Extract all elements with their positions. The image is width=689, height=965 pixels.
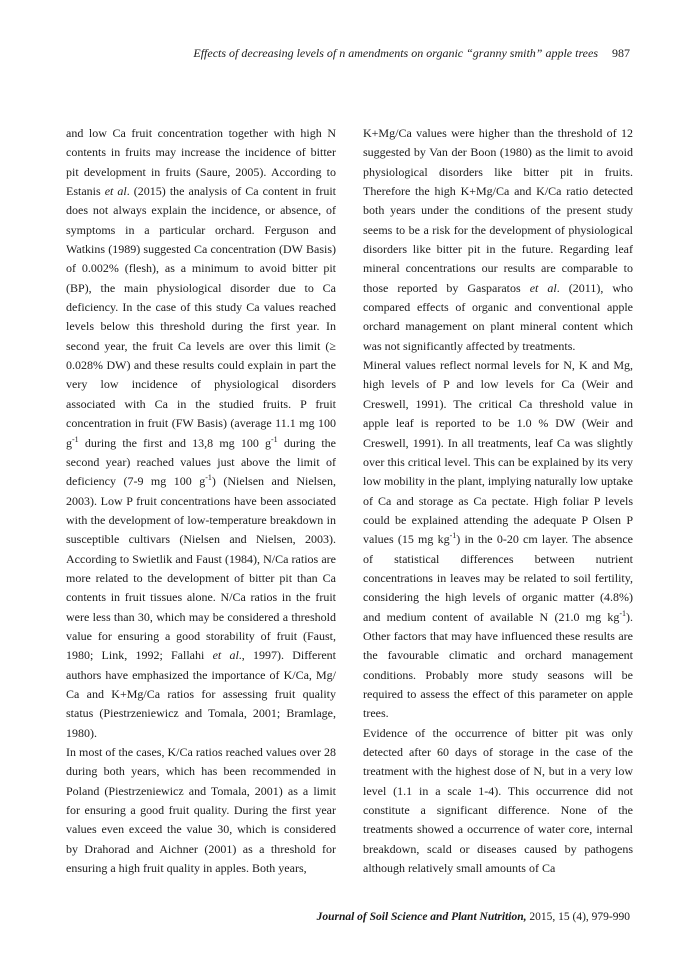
running-footer xyxy=(60,911,630,923)
citation: 2015, 15 (4), 979-990 xyxy=(526,911,630,923)
left-column xyxy=(66,124,336,878)
left-paragraph-2: In most of the cases, K/Ca ratios reached values over 28 during both years, which has been recommended in Poland (Piestrzeniewicz and Tomala, 2001) as a limit for ensuring a good fruit quality. During the first year values even exceed the value 30, which is considered by Drahorad and Aichner (2001) as a threshold for ensuring a high fruit quality in apples. Both years, xyxy=(66,745,336,876)
running-header xyxy=(60,46,630,66)
right-paragraph-3: Evidence of the occurrence of bitter pit was only detected after 60 days of storage in the case of the treatment with the highest dose of N, but in a very low level (1.1 in a scale 1-4). This occurrence did not constitute a significant difference. None of the treatments showed a occurrence of water core, internal breakdown, scald or diseases caused by pathogens although relatively small amounts of Ca xyxy=(363,725,633,876)
right-paragraph-2: Mineral values reflect normal levels for N, K and Mg, high levels of P and low levels for Ca (Weir and Creswell, 1991). The critical Ca threshold value in apple leaf is reported to be 1.0 % DW (Weir and Creswell, 1991). In all treatments, leaf Ca was slightly over this critical level. This can be explained by its very low mobility in the plant, implying naturally low uptake of Ca and storage as Ca pectate. High foliar P levels could be explained attending the adequate P Olsen P values (15 mg $kg^{-1}$) in the 0-20 cm layer. The absence of statistical differences between nutrient concentrations in leaves may be related to soil fertility, considering the high levels of organic matter (4.8%) and medium content of available N (21.0 mg $kg^{-1}$). Other factors that may have influenced these results are the favourable climatic and orchard management conditions. Probably more study seasons will be required to assess the effect of this parameter on apple trees. xyxy=(363,358,633,721)
left-paragraph-1: and low Ca fruit concentration together with high N contents in fruits may increase the incidence of bitter pit development in fruits (Saure, 2005). According to Estanis et al. (2015) the analysis of Ca content in fruit does not always explain the incidence, or absence, of symptoms in a particular orchard. Ferguson and Watkins (1989) suggested Ca concentration (DW Basis) of 0.002% (flesh), as a minimum to avoid bitter pit (BP), the main physiological disorder due to Ca deficiency. In the case of this study Ca values reached levels below this threshold during the first year. In second year, the fruit Ca levels are over this limit (≥ 0.028% DW) and these results could explain in part the very low incidence of physiological disorders associated with Ca in the studied fruits. P fruit concentration in fruit (FW Basis) (average 11.1 mg 100 $g^{-1}$ during the first and 13,8 mg 100 $g^{-1}$ during the second year) reached values just above the limit of deficiency (7-9 mg 100 $g^{-1}$) (Nielsen and Nielsen, 2003). Low P fruit concentrations have been associated with the development of low-temperature breakdown in susceptible cultivars (Nielsen and Nielsen, 2003). According to Swietlik and Faust (1984), N/Ca ratios are more related to the development of bitter pit than Ca contents in fruit tissues alone. N/Ca ratios in the fruit were less than 30, which may be considered a threshold value for ensuring a good storability of fruit (Faust, 1980; Link, 1992; Fallahi et al., 1997). Different authors have emphasized the importance of K/Ca, Mg/ Ca and K+Mg/Ca ratios for assessing fruit quality status (Piestrzeniewicz and Tomala, 2001; Bramlage, 1980). xyxy=(66,126,337,740)
page-number: 987 xyxy=(612,46,630,60)
right-column xyxy=(363,124,633,878)
running-title: Effects of decreasing levels of n amendments on organic “granny smith” apple trees xyxy=(193,46,598,60)
right-paragraph-1: K+Mg/Ca values were higher than the threshold of 12 suggested by Van der Boon (1980) as the limit to avoid physiological disorders like bitter pit in fruits. Therefore the high K+Mg/Ca and K/Ca ratio detected both years under the conditions of the present study seems to be a risk for the development of physiological disorders like bitter pit in the future. Regarding leaf mineral concentrations our results are comparable to those reported by Gasparatos et al. (2011), who compared effects of organic and conventional apple orchard management on plant mineral content which was not significantly affected by treatments. xyxy=(363,126,634,353)
journal-name: Journal of Soil Science and Plant Nutrition, xyxy=(316,911,527,923)
